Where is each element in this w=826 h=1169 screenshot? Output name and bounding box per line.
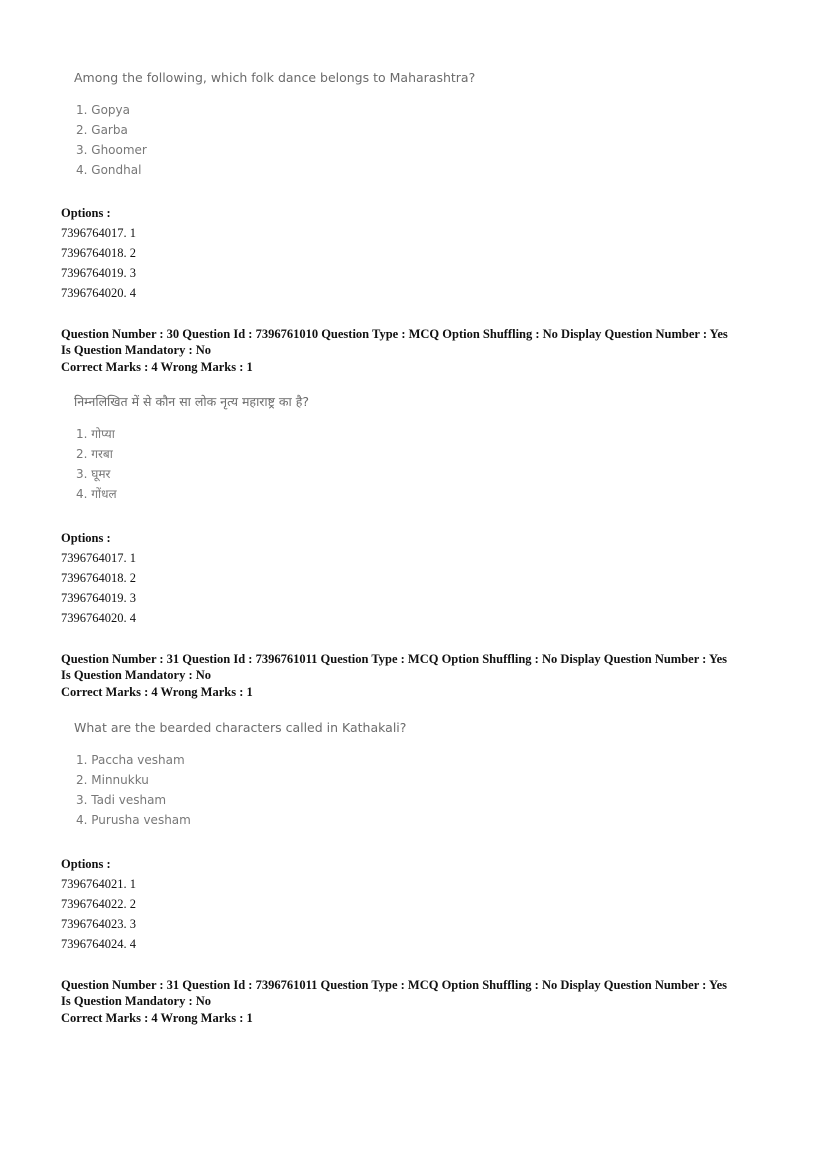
choice-item: 1. Gopya [76, 103, 130, 117]
question-meta [61, 327, 781, 376]
choice-list [76, 100, 475, 180]
option-id-row: 7396764019. 3 [61, 266, 136, 280]
question-meta [61, 652, 781, 701]
choice-item: 4. गोंधल [76, 487, 117, 501]
option-id-row: 7396764017. 1 [61, 226, 136, 240]
choice-item: 1. गोप्या [76, 427, 115, 441]
choice-item: 3. Tadi vesham [76, 793, 167, 807]
question-image-english-q31 [74, 720, 406, 830]
option-id-row: 7396764020. 4 [61, 611, 136, 625]
choice-list [76, 424, 309, 504]
option-id-row: 7396764023. 3 [61, 917, 136, 931]
choice-item: 2. Garba [76, 123, 128, 137]
choice-list [76, 750, 406, 830]
options-label: Options : [61, 206, 111, 220]
choice-item: 4. Purusha vesham [76, 813, 191, 827]
option-id-row: 7396764017. 1 [61, 551, 136, 565]
option-id-row: 7396764018. 2 [61, 246, 136, 260]
option-id-row: 7396764020. 4 [61, 286, 136, 300]
options-section [61, 203, 136, 303]
choice-item: 3. घूमर [76, 467, 111, 481]
option-id-row: 7396764022. 2 [61, 897, 136, 911]
question-meta-line: Question Number : 31 Question Id : 7396761011 Question Type : MCQ Option Shuffling : No Display Question Number : Yes [61, 652, 728, 666]
marks-line: Correct Marks : 4 Wrong Marks : 1 [61, 1011, 253, 1025]
question-image-english-q29 [74, 70, 475, 180]
choice-item: 2. Minnukku [76, 773, 149, 787]
question-image-hindi-q30 [74, 394, 309, 504]
question-meta [61, 978, 781, 1027]
question-meta-line: Question Number : 30 Question Id : 7396761010 Question Type : MCQ Option Shuffling : No Display Question Number : Yes [61, 327, 728, 341]
options-section [61, 854, 136, 954]
options-label: Options : [61, 531, 111, 545]
choice-item: 2. गरबा [76, 447, 113, 461]
options-label: Options : [61, 857, 111, 871]
question-meta-line: Question Number : 31 Question Id : 7396761011 Question Type : MCQ Option Shuffling : No Display Question Number : Yes [61, 978, 728, 992]
mandatory-line: Is Question Mandatory : No [61, 342, 212, 357]
question-text: निम्नलिखित में से कौन सा लोक नृत्य महाराष्ट्र का है? [74, 394, 310, 409]
choice-item: 1. Paccha vesham [76, 753, 185, 767]
marks-line: Correct Marks : 4 Wrong Marks : 1 [61, 360, 253, 374]
option-id-row: 7396764021. 1 [61, 877, 136, 891]
choice-item: 3. Ghoomer [76, 143, 147, 157]
mandatory-line: Is Question Mandatory : No [61, 667, 212, 682]
question-text: Among the following, which folk dance belongs to Maharashtra? [74, 70, 476, 85]
mandatory-line: Is Question Mandatory : No [61, 993, 212, 1008]
option-id-row: 7396764019. 3 [61, 591, 136, 605]
options-section [61, 528, 136, 628]
marks-line: Correct Marks : 4 Wrong Marks : 1 [61, 685, 253, 699]
choice-item: 4. Gondhal [76, 163, 142, 177]
option-id-row: 7396764024. 4 [61, 937, 136, 951]
question-text: What are the bearded characters called in Kathakali? [74, 720, 407, 735]
option-id-row: 7396764018. 2 [61, 571, 136, 585]
